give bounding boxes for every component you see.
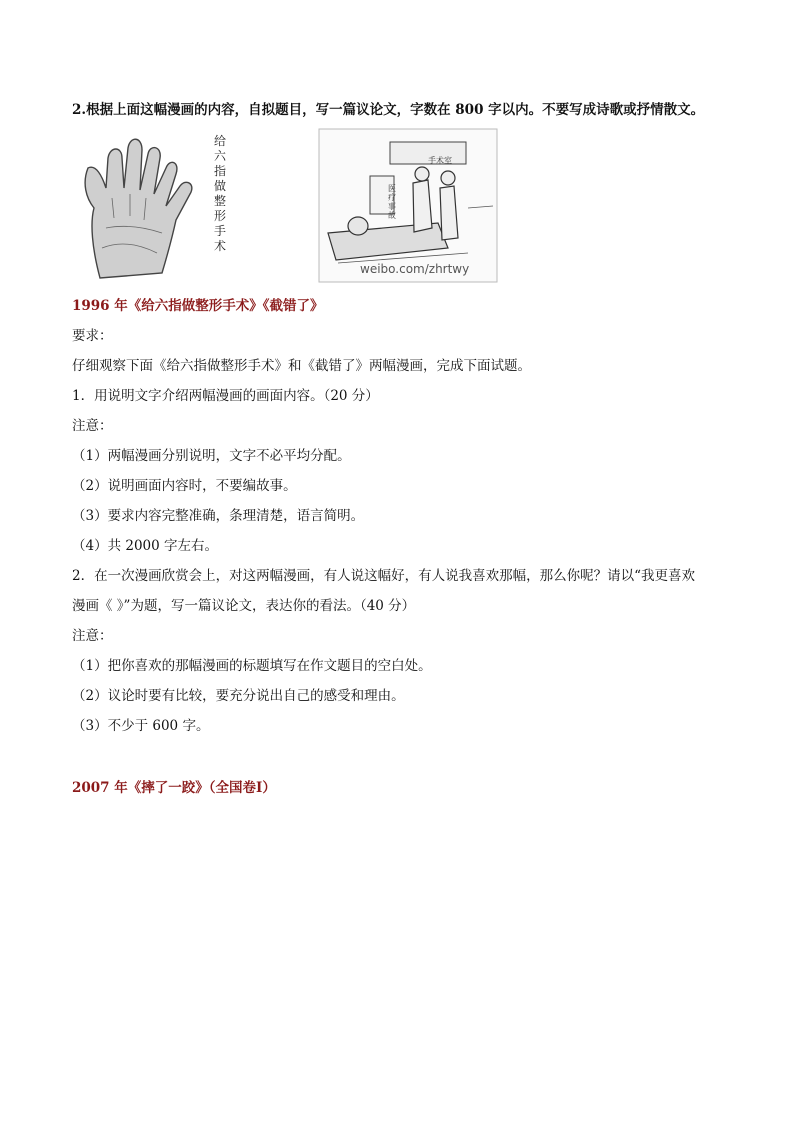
question-2-line-2: 漫画《 》”为题，写一篇议论文，表达你的看法。（40 分） <box>72 598 416 614</box>
wrong-amputation-cartoon <box>318 128 498 283</box>
note-1-4: （4）共 2000 字左右。 <box>72 538 219 554</box>
note-2-3: （3）不少于 600 字。 <box>72 718 210 734</box>
question-1: 1．用说明文字介绍两幅漫画的画面内容。（20 分） <box>72 388 379 404</box>
caption-char: 给 <box>213 134 226 148</box>
note-1-3: （3）要求内容完整准确，条理清楚，语言简明。 <box>72 508 365 524</box>
caption-char: 手 <box>213 224 226 238</box>
note-2-2: （2）议论时要有比较，要充分说出自己的感受和理由。 <box>72 688 405 704</box>
note-2-1: （1）把你喜欢的那幅漫画的标题填写在作文题目的空白处。 <box>72 658 432 674</box>
section-2007-heading: 2007 年《摔了一跤》（全国卷Ⅰ） <box>72 780 276 796</box>
requirements-text: 仔细观察下面《给六指做整形手术》和《截错了》两幅漫画，完成下面试题。 <box>72 358 531 374</box>
note-1-2: （2）说明画面内容时，不要编故事。 <box>72 478 297 494</box>
note-1-1: （1）两幅漫画分别说明，文字不必平均分配。 <box>72 448 351 464</box>
left-cartoon-caption <box>212 134 228 254</box>
cartoon-watermark: weibo.com/zhrtwy <box>360 262 470 276</box>
caption-char: 形 <box>213 209 226 223</box>
sign-medical-accident: 医疗事故 <box>388 184 396 220</box>
note-label-1: 注意： <box>72 418 113 434</box>
requirements-label: 要求： <box>72 328 113 344</box>
caption-char: 整 <box>213 194 226 208</box>
sign-operating-room: 手术室 <box>428 156 452 165</box>
note-label-2: 注意： <box>72 628 113 644</box>
intro-line: 2.根据上面这幅漫画的内容，自拟题目，写一篇议论文，字数在 800 字以内。不要写成诗歌或抒情散文。 <box>72 102 705 118</box>
question-2-line-1: 2．在一次漫画欣赏会上，对这两幅漫画，有人说这幅好，有人说我喜欢那幅，那么你呢？请以“我更喜欢 <box>72 568 695 584</box>
caption-char: 六 <box>213 149 226 163</box>
section-1996-heading: 1996 年《给六指做整形手术》《截错了》 <box>72 298 324 314</box>
caption-char: 指 <box>213 164 226 178</box>
caption-char: 做 <box>213 179 226 193</box>
caption-char: 术 <box>213 239 226 253</box>
